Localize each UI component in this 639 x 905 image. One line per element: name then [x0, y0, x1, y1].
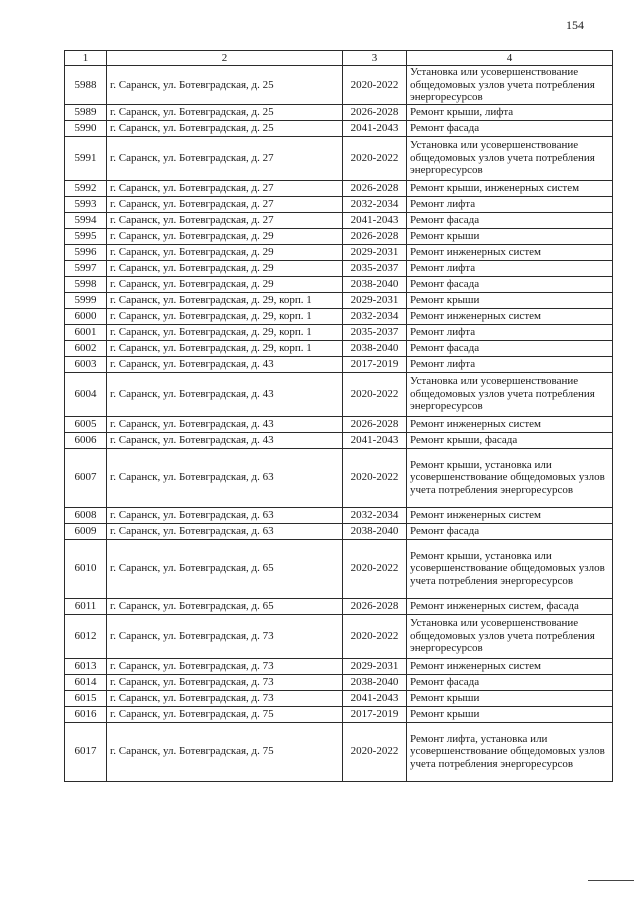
- column-header-4: 4: [407, 51, 613, 66]
- work-description-cell: Ремонт крыши, инженерных систем: [407, 180, 613, 196]
- address-cell: г. Саранск, ул. Ботевградская, д. 75: [107, 722, 343, 781]
- period-cell: 2035-2037: [343, 324, 407, 340]
- period-cell: 2020-2022: [343, 136, 407, 180]
- work-description-cell: Ремонт инженерных систем: [407, 416, 613, 432]
- work-description-cell: Ремонт крыши, установка или усовершенствование общедомовых узлов учета потребления энергоресурсов: [407, 539, 613, 598]
- period-cell: 2026-2028: [343, 180, 407, 196]
- address-cell: г. Саранск, ул. Ботевградская, д. 29, корп. 1: [107, 324, 343, 340]
- table-row: [65, 507, 613, 523]
- row-number-cell: 6017: [65, 722, 107, 781]
- address-cell: г. Саранск, ул. Ботевградская, д. 29: [107, 228, 343, 244]
- period-cell: 2017-2019: [343, 706, 407, 722]
- period-cell: 2017-2019: [343, 356, 407, 372]
- period-cell: 2020-2022: [343, 66, 407, 105]
- address-cell: г. Саранск, ул. Ботевградская, д. 43: [107, 416, 343, 432]
- work-description-cell: Ремонт лифта: [407, 196, 613, 212]
- table-row: [65, 120, 613, 136]
- period-cell: 2032-2034: [343, 308, 407, 324]
- period-cell: 2041-2043: [343, 120, 407, 136]
- period-cell: 2038-2040: [343, 674, 407, 690]
- address-cell: г. Саранск, ул. Ботевградская, д. 73: [107, 658, 343, 674]
- table-row: [65, 598, 613, 614]
- work-description-cell: Ремонт фасада: [407, 120, 613, 136]
- period-cell: 2020-2022: [343, 539, 407, 598]
- work-description-cell: Ремонт инженерных систем: [407, 244, 613, 260]
- table-body: [65, 66, 613, 782]
- column-header-2: 2: [107, 51, 343, 66]
- work-description-cell: Ремонт фасада: [407, 523, 613, 539]
- row-number-cell: 5998: [65, 276, 107, 292]
- work-description-cell: Ремонт фасада: [407, 276, 613, 292]
- row-number-cell: 5996: [65, 244, 107, 260]
- address-cell: г. Саранск, ул. Ботевградская, д. 43: [107, 372, 343, 416]
- address-cell: г. Саранск, ул. Ботевградская, д. 63: [107, 507, 343, 523]
- table-row: [65, 136, 613, 180]
- address-cell: г. Саранск, ул. Ботевградская, д. 25: [107, 120, 343, 136]
- work-description-cell: Ремонт инженерных систем: [407, 658, 613, 674]
- address-cell: г. Саранск, ул. Ботевградская, д. 75: [107, 706, 343, 722]
- row-number-cell: 5995: [65, 228, 107, 244]
- row-number-cell: 6005: [65, 416, 107, 432]
- address-cell: г. Саранск, ул. Ботевградская, д. 25: [107, 66, 343, 105]
- address-cell: г. Саранск, ул. Ботевградская, д. 63: [107, 448, 343, 507]
- table-row: [65, 308, 613, 324]
- address-cell: г. Саранск, ул. Ботевградская, д. 25: [107, 104, 343, 120]
- row-number-cell: 5992: [65, 180, 107, 196]
- row-number-cell: 5994: [65, 212, 107, 228]
- header-row: [65, 51, 613, 66]
- row-number-cell: 6003: [65, 356, 107, 372]
- work-description-cell: Ремонт крыши: [407, 690, 613, 706]
- row-number-cell: 6011: [65, 598, 107, 614]
- period-cell: 2035-2037: [343, 260, 407, 276]
- period-cell: 2029-2031: [343, 658, 407, 674]
- work-description-cell: Ремонт лифта: [407, 324, 613, 340]
- period-cell: 2026-2028: [343, 416, 407, 432]
- table-row: [65, 324, 613, 340]
- address-cell: г. Саранск, ул. Ботевградская, д. 27: [107, 136, 343, 180]
- address-cell: г. Саранск, ул. Ботевградская, д. 29: [107, 260, 343, 276]
- table-row: [65, 432, 613, 448]
- address-cell: г. Саранск, ул. Ботевградская, д. 27: [107, 196, 343, 212]
- work-description-cell: Установка или усовершенствование общедомовых узлов учета потребления энергоресурсов: [407, 136, 613, 180]
- work-description-cell: Ремонт лифта: [407, 260, 613, 276]
- work-description-cell: Ремонт крыши: [407, 292, 613, 308]
- period-cell: 2041-2043: [343, 432, 407, 448]
- row-number-cell: 6001: [65, 324, 107, 340]
- work-description-cell: Ремонт крыши, лифта: [407, 104, 613, 120]
- period-cell: 2041-2043: [343, 690, 407, 706]
- column-header-3: 3: [343, 51, 407, 66]
- table-row: [65, 523, 613, 539]
- row-number-cell: 5990: [65, 120, 107, 136]
- period-cell: 2038-2040: [343, 340, 407, 356]
- table-row: [65, 180, 613, 196]
- row-number-cell: 6000: [65, 308, 107, 324]
- row-number-cell: 5997: [65, 260, 107, 276]
- work-description-cell: Ремонт инженерных систем: [407, 308, 613, 324]
- period-cell: 2032-2034: [343, 507, 407, 523]
- row-number-cell: 6013: [65, 658, 107, 674]
- work-description-cell: Ремонт инженерных систем: [407, 507, 613, 523]
- address-cell: г. Саранск, ул. Ботевградская, д. 27: [107, 180, 343, 196]
- table-row: [65, 614, 613, 658]
- work-description-cell: Ремонт лифта: [407, 356, 613, 372]
- table-row: [65, 674, 613, 690]
- table-row: [65, 658, 613, 674]
- work-description-cell: Ремонт фасада: [407, 674, 613, 690]
- work-description-cell: Ремонт крыши: [407, 706, 613, 722]
- address-cell: г. Саранск, ул. Ботевградская, д. 63: [107, 523, 343, 539]
- row-number-cell: 6002: [65, 340, 107, 356]
- row-number-cell: 6006: [65, 432, 107, 448]
- row-number-cell: 6009: [65, 523, 107, 539]
- work-description-cell: Ремонт инженерных систем, фасада: [407, 598, 613, 614]
- table-row: [65, 276, 613, 292]
- table-row: [65, 372, 613, 416]
- work-description-cell: Ремонт фасада: [407, 340, 613, 356]
- table-row: [65, 244, 613, 260]
- table-row: [65, 690, 613, 706]
- period-cell: 2020-2022: [343, 614, 407, 658]
- row-number-cell: 6008: [65, 507, 107, 523]
- address-cell: г. Саранск, ул. Ботевградская, д. 43: [107, 356, 343, 372]
- address-cell: г. Саранск, ул. Ботевградская, д. 29: [107, 276, 343, 292]
- work-description-cell: Установка или усовершенствование общедомовых узлов учета потребления энергоресурсов: [407, 372, 613, 416]
- table-row: [65, 539, 613, 598]
- period-cell: 2041-2043: [343, 212, 407, 228]
- period-cell: 2020-2022: [343, 448, 407, 507]
- work-description-cell: Установка или усовершенствование общедомовых узлов учета потребления энергоресурсов: [407, 614, 613, 658]
- table-row: [65, 260, 613, 276]
- address-cell: г. Саранск, ул. Ботевградская, д. 29: [107, 244, 343, 260]
- address-cell: г. Саранск, ул. Ботевградская, д. 65: [107, 539, 343, 598]
- row-number-cell: 5993: [65, 196, 107, 212]
- page-edge-rule: [588, 880, 634, 881]
- work-description-cell: Ремонт крыши, фасада: [407, 432, 613, 448]
- repair-schedule-table-container: [64, 50, 612, 782]
- table-row: [65, 66, 613, 105]
- column-header-1: 1: [65, 51, 107, 66]
- address-cell: г. Саранск, ул. Ботевградская, д. 73: [107, 614, 343, 658]
- period-cell: 2026-2028: [343, 598, 407, 614]
- table-row: [65, 448, 613, 507]
- period-cell: 2026-2028: [343, 104, 407, 120]
- period-cell: 2020-2022: [343, 722, 407, 781]
- address-cell: г. Саранск, ул. Ботевградская, д. 73: [107, 674, 343, 690]
- work-description-cell: Ремонт лифта, установка или усовершенствование общедомовых узлов учета потребления энергоресурсов: [407, 722, 613, 781]
- table-row: [65, 706, 613, 722]
- period-cell: 2029-2031: [343, 244, 407, 260]
- address-cell: г. Саранск, ул. Ботевградская, д. 65: [107, 598, 343, 614]
- row-number-cell: 5988: [65, 66, 107, 105]
- work-description-cell: Ремонт фасада: [407, 212, 613, 228]
- repair-schedule-table: [64, 50, 613, 782]
- row-number-cell: 6010: [65, 539, 107, 598]
- row-number-cell: 5999: [65, 292, 107, 308]
- table-row: [65, 292, 613, 308]
- address-cell: г. Саранск, ул. Ботевградская, д. 29, корп. 1: [107, 308, 343, 324]
- work-description-cell: Установка или усовершенствование общедомовых узлов учета потребления энергоресурсов: [407, 66, 613, 105]
- row-number-cell: 6014: [65, 674, 107, 690]
- address-cell: г. Саранск, ул. Ботевградская, д. 73: [107, 690, 343, 706]
- row-number-cell: 5991: [65, 136, 107, 180]
- period-cell: 2029-2031: [343, 292, 407, 308]
- table-row: [65, 722, 613, 781]
- address-cell: г. Саранск, ул. Ботевградская, д. 27: [107, 212, 343, 228]
- table-row: [65, 196, 613, 212]
- period-cell: 2038-2040: [343, 523, 407, 539]
- row-number-cell: 6012: [65, 614, 107, 658]
- period-cell: 2020-2022: [343, 372, 407, 416]
- work-description-cell: Ремонт крыши: [407, 228, 613, 244]
- period-cell: 2038-2040: [343, 276, 407, 292]
- table-row: [65, 340, 613, 356]
- row-number-cell: 6015: [65, 690, 107, 706]
- address-cell: г. Саранск, ул. Ботевградская, д. 43: [107, 432, 343, 448]
- address-cell: г. Саранск, ул. Ботевградская, д. 29, корп. 1: [107, 292, 343, 308]
- address-cell: г. Саранск, ул. Ботевградская, д. 29, корп. 1: [107, 340, 343, 356]
- row-number-cell: 6016: [65, 706, 107, 722]
- work-description-cell: Ремонт крыши, установка или усовершенствование общедомовых узлов учета потребления энергоресурсов: [407, 448, 613, 507]
- row-number-cell: 5989: [65, 104, 107, 120]
- table-row: [65, 212, 613, 228]
- table-row: [65, 228, 613, 244]
- row-number-cell: 6007: [65, 448, 107, 507]
- table-row: [65, 416, 613, 432]
- table-row: [65, 356, 613, 372]
- period-cell: 2032-2034: [343, 196, 407, 212]
- row-number-cell: 6004: [65, 372, 107, 416]
- page-number: 154: [566, 18, 584, 32]
- period-cell: 2026-2028: [343, 228, 407, 244]
- table-row: [65, 104, 613, 120]
